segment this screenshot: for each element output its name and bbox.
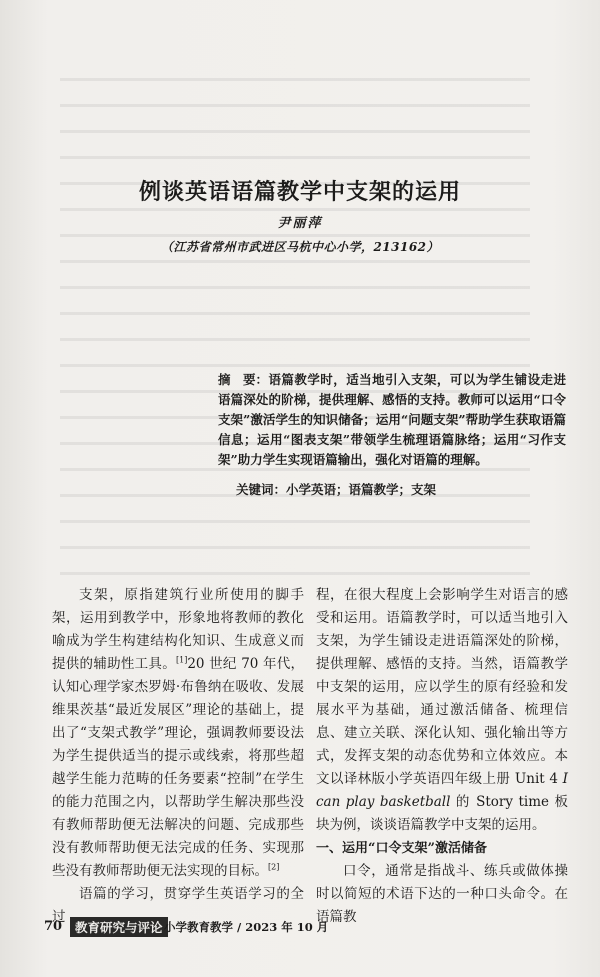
article-title: 例谈英语语篇教学中支架的运用 xyxy=(138,179,461,205)
body-paragraph xyxy=(316,584,568,837)
bleed-through-texture xyxy=(60,78,530,598)
abstract-label: 摘 要： xyxy=(218,372,269,387)
page-footer xyxy=(44,917,364,939)
body-paragraph: 口令，通常是指战斗、练兵或做体操时以简短的术语下达的一种口头命令。在语篇教 xyxy=(316,863,568,925)
paragraph-text: 的 Story time 板块为例，谈谈语篇教学中支架的运用。 xyxy=(316,794,568,833)
abstract xyxy=(218,370,566,470)
abstract-text: 语篇教学时，适当地引入支架，可以为学生铺设走进语篇深处的阶梯，提供理解、感悟的支持。教师可以运用“口令支架”激活学生的知识储备；运用“问题支架”帮助学生获取语篇信息；运用“图表支架”带领学生梳理语篇脉络；运用“习作支架”助力学生实现语篇输出，强化对语篇的理解。 xyxy=(218,372,566,467)
paragraph-text: 程，在很大程度上会影响学生对语言的感受和运用。语篇教学时，可以适当地引入支架，为学生铺设走进语篇深处的阶梯，提供理解、感悟的支持。当然，语篇教学中支架的运用，应以学生的原有经验和发展水平为基础，通过激活储备、梳理信息、建立关联、深化认知、强化输出等方式，发挥支架的动态优势和立体效应。本文以译林版小学英语四年级上册 Unit 4 xyxy=(316,587,568,787)
citation-ref: [2] xyxy=(268,862,280,872)
citation-ref: [1] xyxy=(176,655,188,665)
journal-name: 教育研究与评论 xyxy=(70,917,168,937)
keywords-text: 小学英语；语篇教学；支架 xyxy=(286,482,437,497)
keywords xyxy=(236,480,566,500)
paragraph-text: 支架，原指建筑行业所使用的脚手架，运用到教学中，形象地将教师的教化喻成为学生构建结构化知识、生成意义而提供的辅助性工具。 xyxy=(52,587,304,672)
body-paragraph xyxy=(52,584,304,883)
section-heading: 一、运用“口令支架”激活储备 xyxy=(316,841,487,856)
body-column-left xyxy=(52,584,304,929)
journal-issue: 小学教育教学 / 2023 年 10 月 xyxy=(164,920,329,934)
page-number: 70 xyxy=(44,919,63,934)
body-column-right xyxy=(316,584,568,929)
author-name: 尹丽萍 xyxy=(277,216,323,231)
author-affiliation: （江苏省常州市武进区马杭中心小学，213162） xyxy=(160,240,440,254)
body-paragraph: 语篇的学习，贯穿学生英语学习的全过 xyxy=(52,886,304,925)
unit-title-italic: I can play basketball xyxy=(316,771,568,810)
paragraph-text: 20 世纪 70 年代，认知心理学家杰罗姆·布鲁纳在吸收、发展维果茨基“最近发展区”理论的基础上，提出了“支架式教学”理论，强调教师要设法为学生提供适当的提示或线索，将那些超越学生能力范畴的任务要素“控制”在学生的能力范围之内，以帮助学生解决那些没有教师帮助便无法解决的问题、完成那些没有教师帮助便无法完成的任务、实现那些没有教师帮助便无法实现的目标。 xyxy=(52,656,305,879)
keywords-label: 关键词： xyxy=(236,482,287,497)
